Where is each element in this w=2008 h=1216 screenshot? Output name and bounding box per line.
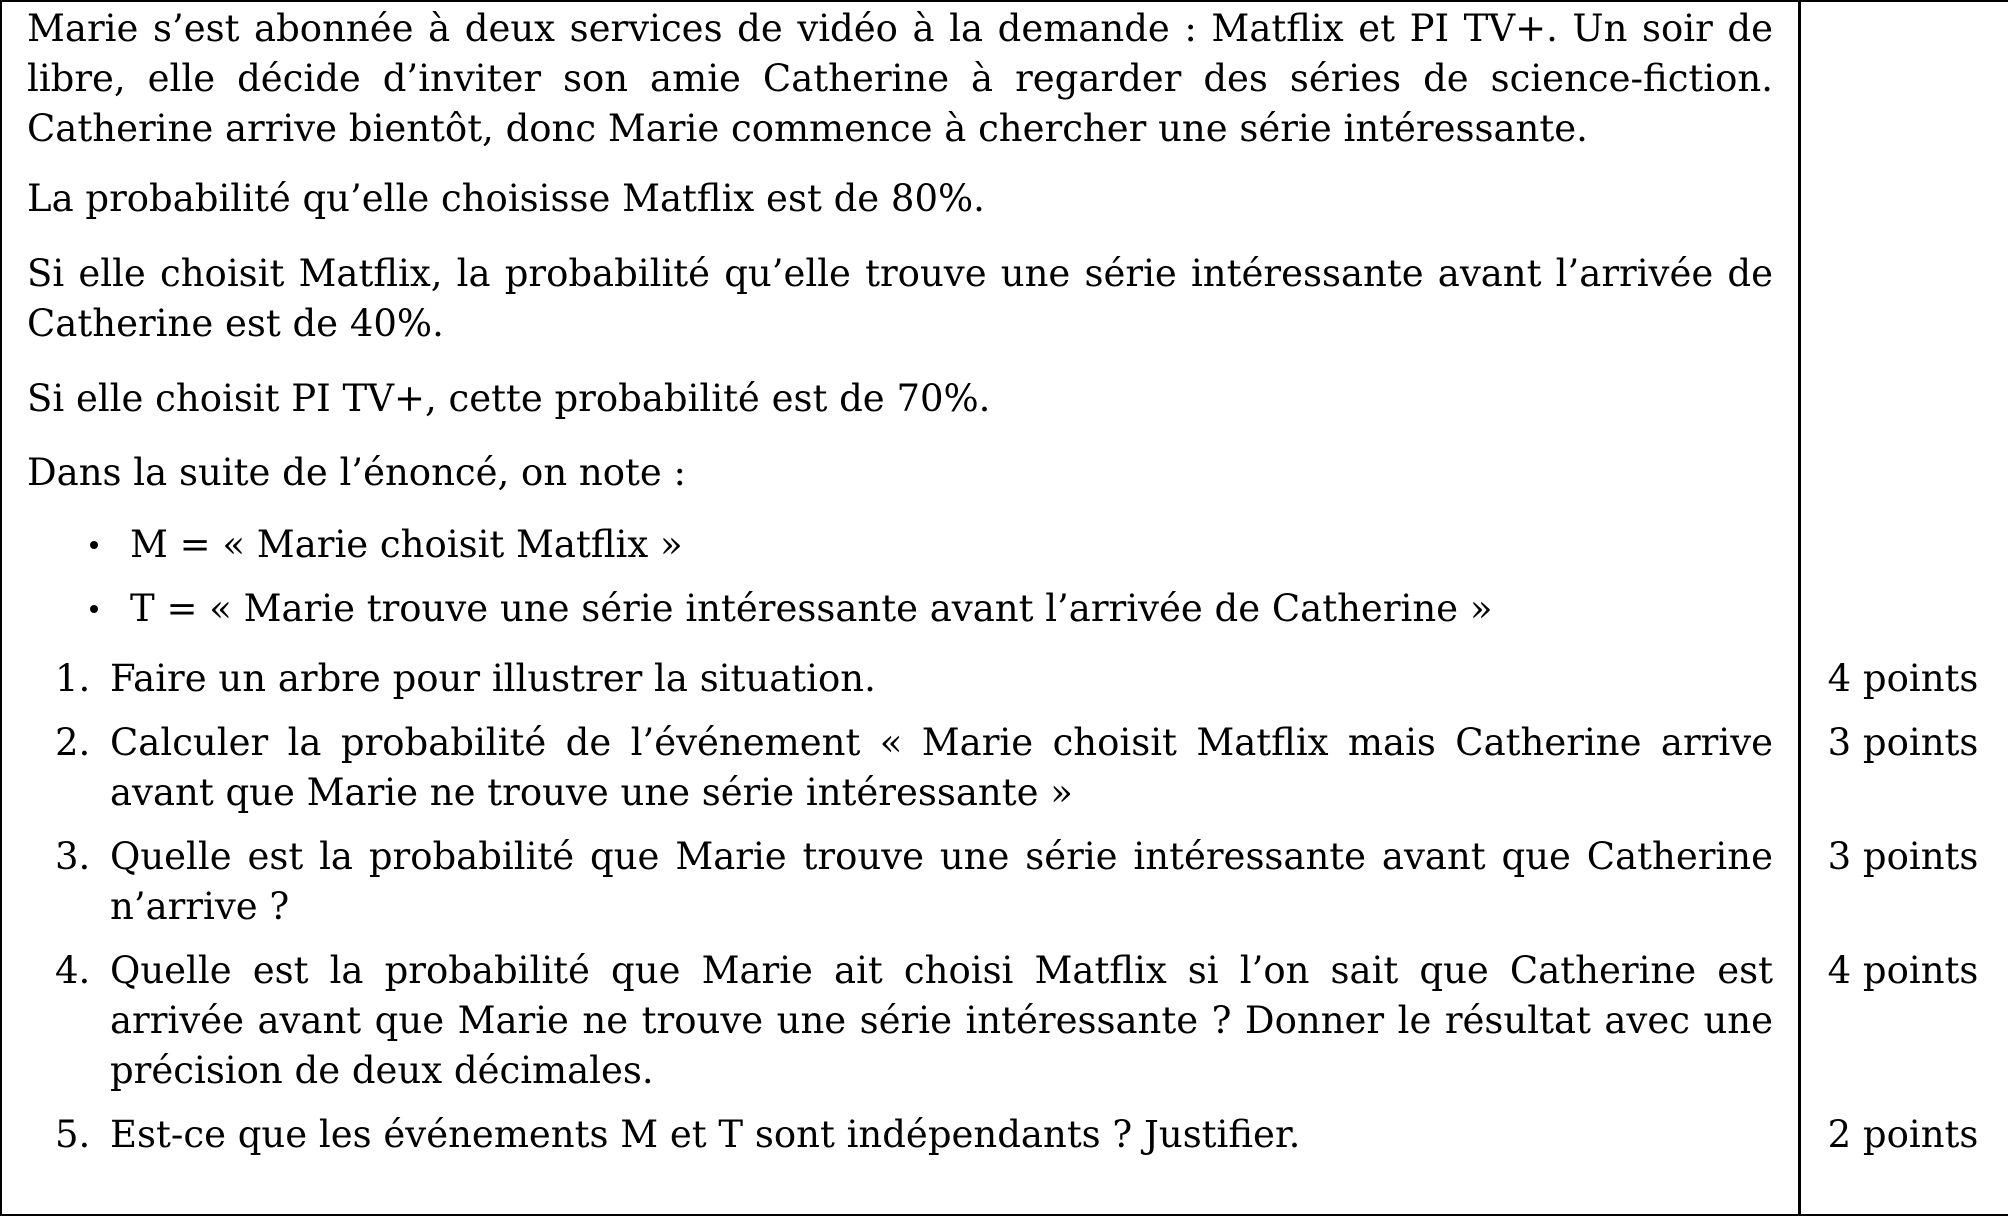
question-points: 4 points bbox=[1827, 657, 1979, 700]
question-number: 2. bbox=[55, 721, 91, 764]
question-points: 3 points bbox=[1827, 721, 1979, 764]
probability-given-pitv-paragraph: Si elle choisit PI TV+, cette probabilité est de 70%. bbox=[27, 377, 991, 420]
question-text: Quelle est la probabilité que Marie ait choisi Matflix si l’on sait que Catherine est arrivée avant que Marie ne trouve une série intéressante ? Donner le résultat avec une précision de deux décimales. bbox=[110, 949, 1773, 1092]
notation-item-m: M = « Marie choisit Matflix » bbox=[130, 523, 683, 566]
question-text: Calculer la probabilité de l’événement « Marie choisit Matflix mais Catherine arrive avant que Marie ne trouve une série intéressante » bbox=[110, 721, 1773, 814]
probability-matflix-paragraph: La probabilité qu’elle choisisse Matflix est de 80%. bbox=[27, 177, 985, 220]
question-text: Faire un arbre pour illustrer la situation. bbox=[110, 657, 876, 700]
bullet-icon bbox=[90, 605, 98, 613]
question-number: 4. bbox=[55, 949, 91, 992]
question-points: 3 points bbox=[1827, 835, 1979, 878]
intro-paragraph: Marie s’est abonnée à deux services de vidéo à la demande : Matflix et PI TV+. Un soir de libre, elle décide d’inviter son amie Catherine à regarder des séries de science-fiction. Catherine arrive bientôt, donc Marie commence à chercher une série intéressante. bbox=[27, 7, 1773, 150]
question-number: 5. bbox=[55, 1113, 91, 1156]
notation-intro: Dans la suite de l’énoncé, on note : bbox=[27, 451, 687, 494]
question-points: 2 points bbox=[1827, 1113, 1979, 1156]
question-text: Quelle est la probabilité que Marie trouve une série intéressante avant que Catherine n’arrive ? bbox=[110, 835, 1773, 928]
question-number: 1. bbox=[55, 657, 91, 700]
probability-given-matflix-paragraph: Si elle choisit Matflix, la probabilité qu’elle trouve une série intéressante avant l’arrivée de Catherine est de 40%. bbox=[27, 252, 1773, 345]
question-text: Est-ce que les événements M et T sont indépendants ? Justifier. bbox=[110, 1113, 1301, 1156]
points-column-divider bbox=[1798, 0, 1801, 1214]
notation-item-t: T = « Marie trouve une série intéressante avant l’arrivée de Catherine » bbox=[130, 587, 1493, 630]
question-number: 3. bbox=[55, 835, 91, 878]
bullet-icon bbox=[90, 541, 98, 549]
question-points: 4 points bbox=[1827, 949, 1979, 992]
